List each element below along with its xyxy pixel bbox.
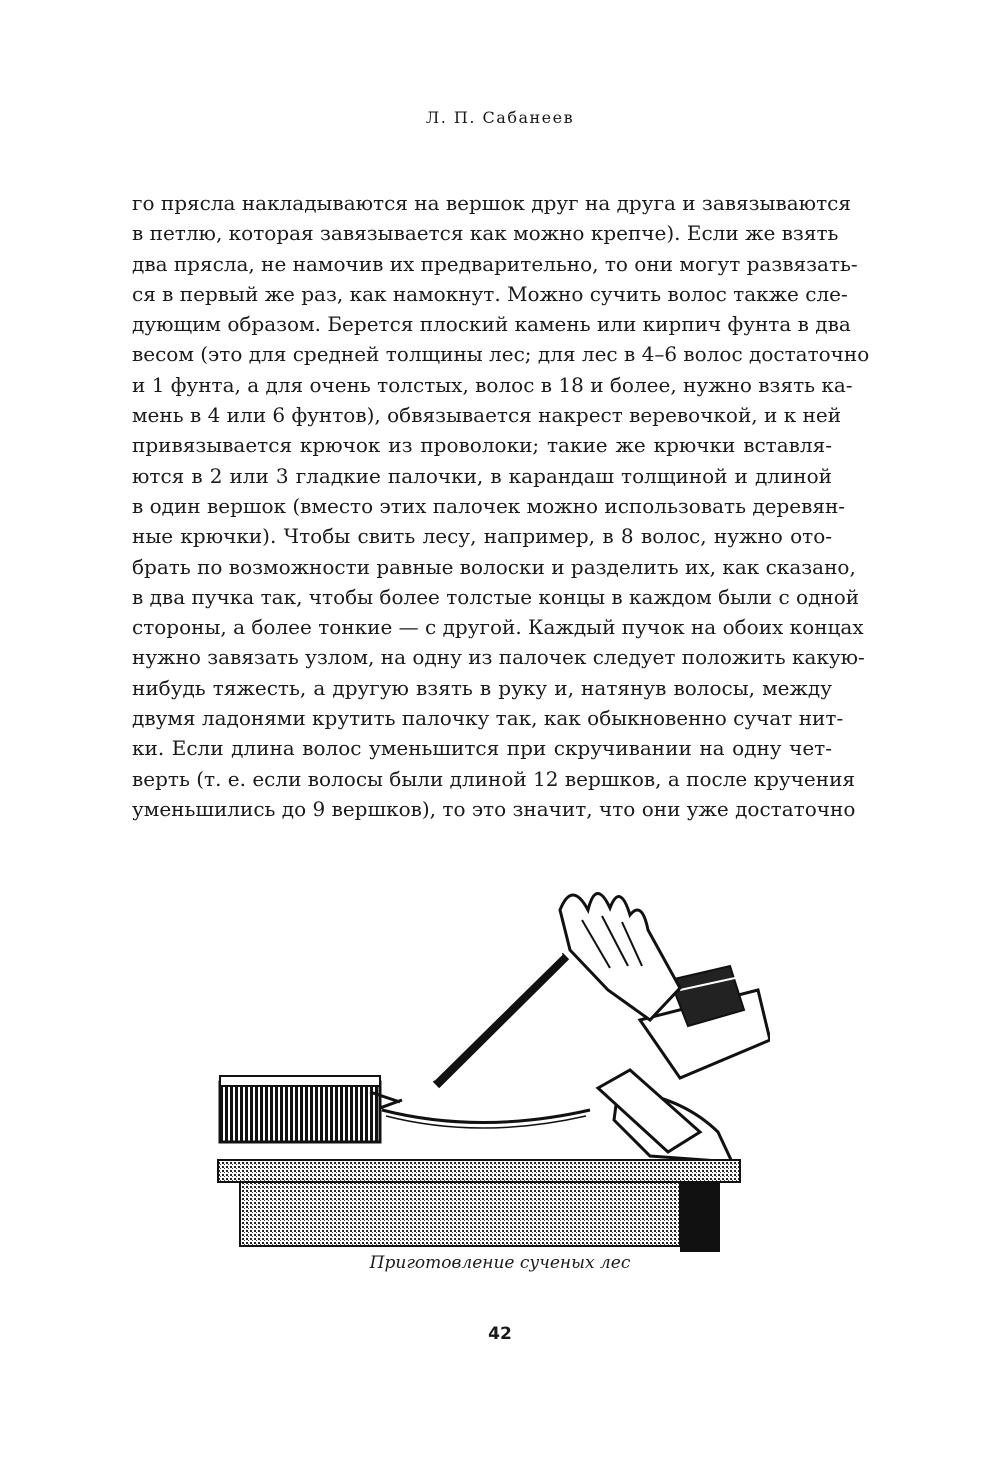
table-leg: [680, 1182, 720, 1252]
figure-caption: Приготовление сученых лес: [369, 1253, 631, 1273]
text-line: стороны, а более тонкие — с другой. Каждый пучок на обоих концах: [132, 615, 864, 640]
text-line: верть (т. е. если волосы были длиной 12 вершков, а после кручения: [132, 766, 856, 791]
text-line: и 1 фунта, а для очень толстых, волос в 18 и более, нужно взять ка-: [132, 372, 853, 397]
text-line: в один вершок (вместо этих палочек можно использовать деревян-: [132, 493, 846, 518]
text-line: весом (это для средней толщины лес; для лес в 4–6 волос достаточно: [132, 342, 870, 367]
text-line: дующим образом. Берется плоский камень или кирпич фунта в два: [132, 312, 851, 337]
text-line: нужно завязать узлом, на одну из палочек следует положить какую-: [132, 645, 865, 670]
text-line: два прясла, не намочив их предварительно, то они могут развязать-: [132, 251, 858, 276]
hair-line: [382, 1110, 590, 1123]
body-text: [132, 188, 870, 824]
running-head: Л. П. Сабанеев: [425, 108, 575, 127]
text-line: ки. Если длина волос уменьшится при скручивании на одну чет-: [132, 736, 832, 761]
text-line: в два пучка так, чтобы более толстые концы в каждом были с одной: [132, 584, 860, 609]
text-line: брать по возможности равные волоски и разделить их, как сказано,: [132, 554, 856, 579]
text-line: ся в первый же раз, как намокнут. Можно сучить волос также сле-: [132, 281, 848, 306]
table-apron: [240, 1182, 680, 1246]
text-line: двумя ладонями крутить палочку так, как обыкновенно сучат нит-: [132, 706, 844, 731]
brick-weight: [220, 1082, 380, 1142]
text-line: ные крючки). Чтобы свить лесу, например, в 8 волос, нужно ото-: [132, 524, 832, 549]
illustration-line-twisting: [210, 870, 770, 1260]
text-line: мень в 4 или 6 фунтов), обвязывается накрест веревочкой, и к ней: [132, 403, 842, 428]
text-line: ются в 2 или 3 гладкие палочки, в карандаш толщиной и длиной: [132, 463, 832, 488]
table-top: [218, 1160, 740, 1182]
text-line: го прясла накладываются на вершок друг на друга и завязываются: [132, 191, 851, 215]
text-line: в петлю, которая завязывается как можно крепче). Если же взять: [132, 221, 839, 246]
text-line: привязывается крючок из проволоки; такие же крючки вставля-: [132, 433, 832, 458]
hand: [560, 893, 680, 1020]
text-line: уменьшились до 9 вершков), то это значит, что они уже достаточно: [132, 796, 856, 821]
page-number: 42: [488, 1324, 512, 1344]
text-line: нибудь тяжесть, а другую взять в руку и, натянув волосы, между: [132, 675, 832, 700]
twisting-stick: [436, 956, 566, 1085]
